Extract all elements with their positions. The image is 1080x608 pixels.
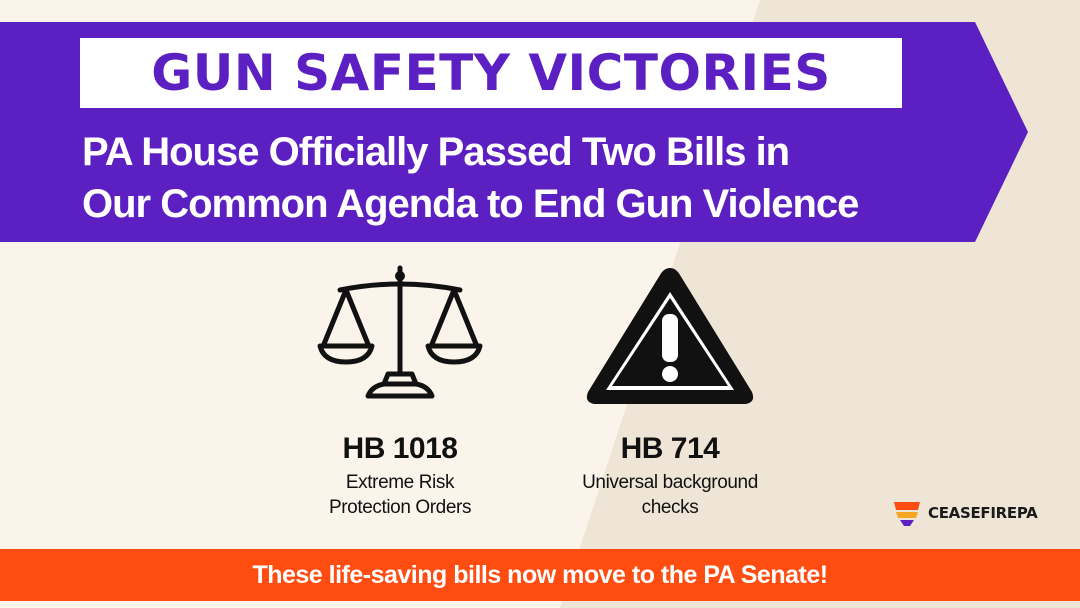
headline: GUN SAFETY VICTORIES [151,44,831,102]
logo-text: CEASEFIREPA [928,504,1038,522]
bill-number: HB 1018 [342,432,458,465]
bill-description-line-1: Universal background [582,472,758,493]
bill-description [565,470,775,520]
subheadline [82,126,982,230]
subheadline-line-1: PA House Officially Passed Two Bills in [82,130,790,174]
bill-card-hb1018 [300,262,500,520]
bill-description-line-1: Extreme Risk [345,472,455,493]
headline-box [80,38,902,108]
ceasefirepa-logo [892,498,1037,528]
bill-description-line-2: checks [641,497,699,518]
warning-triangle-icon [580,262,760,410]
footer-text: These life-saving bills now move to the PA Senate! [252,560,828,589]
bill-description-line-2: Protection Orders [328,497,472,518]
bill-description [300,470,500,520]
bill-number: HB 714 [620,432,720,465]
ceasefirepa-keystone-logo-icon [892,498,922,528]
scales-of-justice-icon [310,262,490,410]
bill-card-hb714 [560,262,780,520]
subheadline-line-2: Our Common Agenda to End Gun Violence [82,182,859,226]
footer-banner [0,549,1080,601]
